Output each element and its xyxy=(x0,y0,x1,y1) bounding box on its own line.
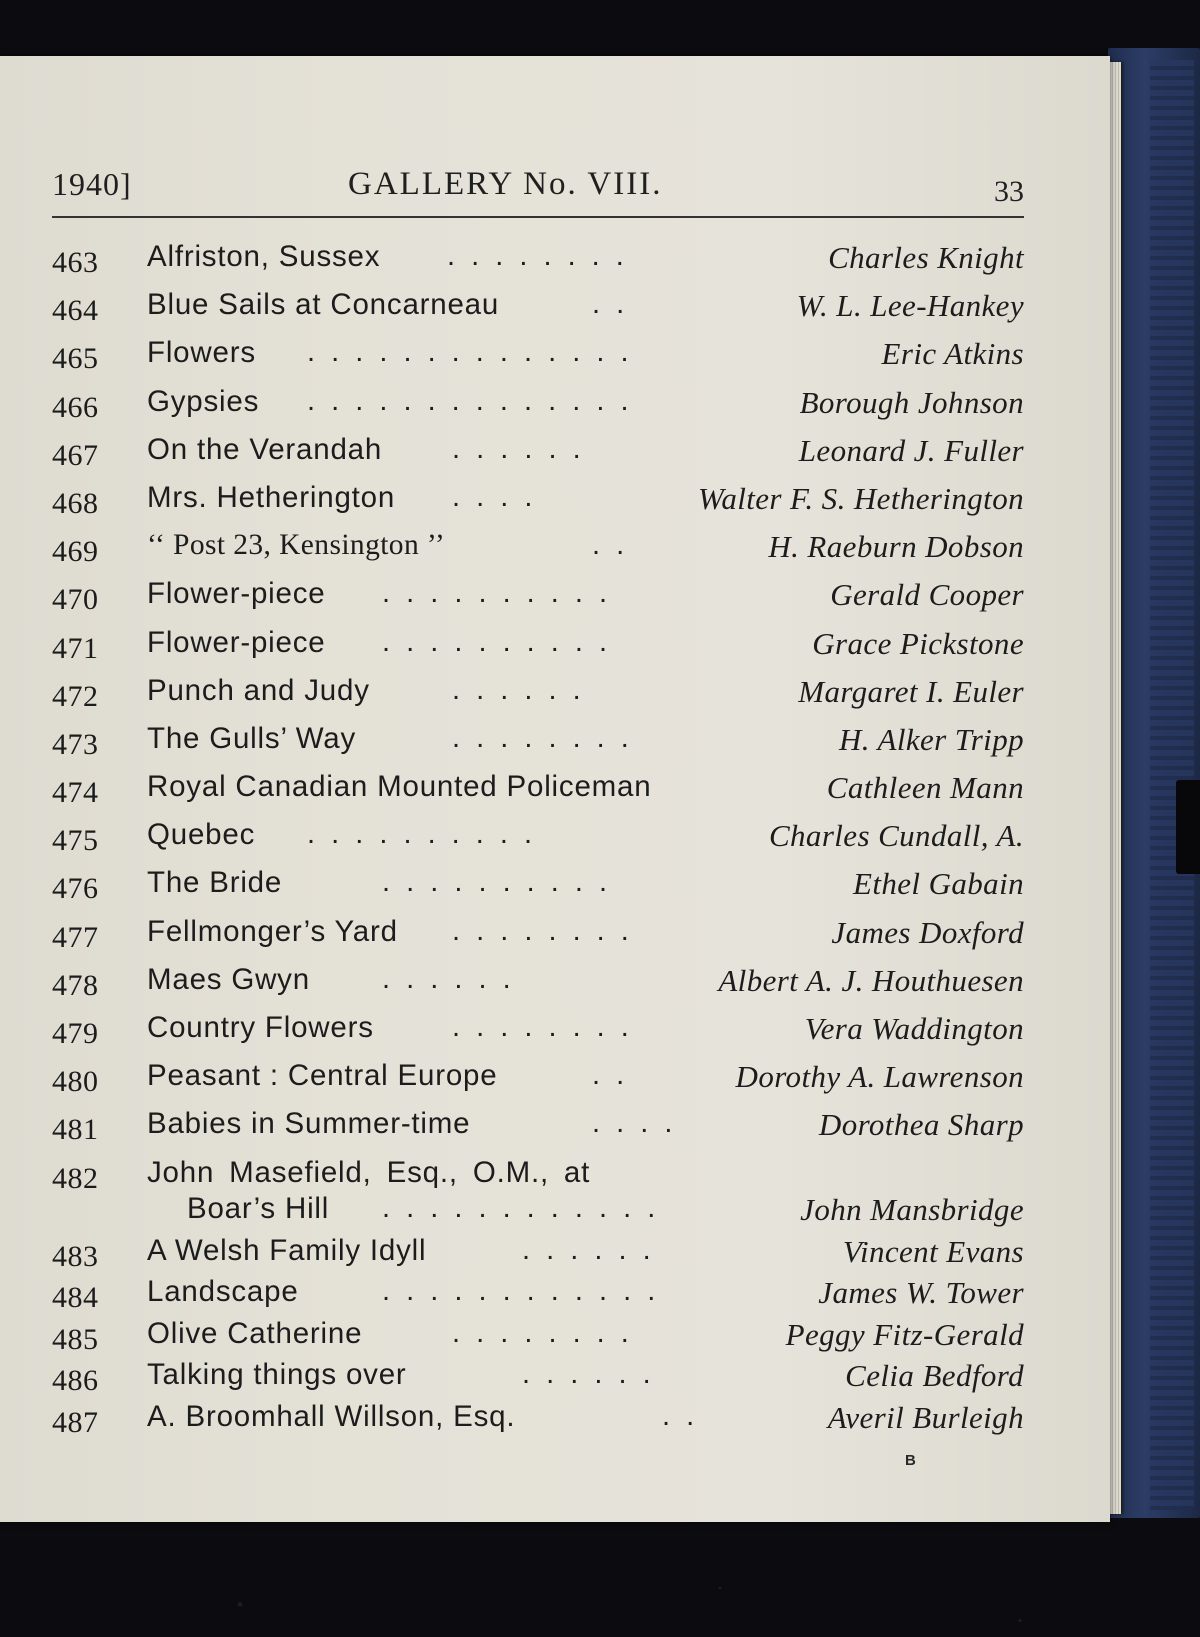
running-head xyxy=(52,166,1024,214)
entry-artist: Charles Cundall, A. xyxy=(768,818,1024,854)
entry-artist: H. Alker Tripp xyxy=(838,721,1024,757)
dot-leaders: . . . . . . . . . . xyxy=(307,818,537,851)
entry-title: Flower-piece xyxy=(147,625,326,659)
entry-number: 466 xyxy=(52,390,99,424)
entry-title: Quebec xyxy=(147,818,256,852)
entry-number: 469 xyxy=(52,535,99,569)
catalogue-entry xyxy=(52,915,1024,963)
entry-artist: Peggy Fitz-Gerald xyxy=(785,1316,1024,1352)
entry-artist: Grace Pickstone xyxy=(812,625,1024,661)
entry-artist: Borough Johnson xyxy=(799,384,1024,420)
entry-artist: W. L. Lee-Hankey xyxy=(796,288,1024,324)
catalogue-entry xyxy=(52,1317,1024,1359)
catalogue-entry xyxy=(52,1011,1024,1059)
entry-title: On the Verandah xyxy=(147,432,383,466)
catalogue-entry xyxy=(52,1275,1024,1317)
catalogue-entry xyxy=(52,288,1024,336)
entry-title: Country Flowers xyxy=(147,1011,374,1044)
entry-number: 465 xyxy=(52,342,99,376)
entry-number: 479 xyxy=(52,1017,99,1050)
dot-leaders: . . . . . . xyxy=(382,962,515,995)
dot-leaders: . . . . xyxy=(452,480,537,513)
entry-number: 486 xyxy=(52,1364,99,1398)
entry-number: 483 xyxy=(52,1239,99,1273)
entry-title: Talking things over xyxy=(147,1358,407,1392)
entry-number: 467 xyxy=(52,438,99,472)
year-label: 1940] xyxy=(52,166,132,202)
entry-title-continuation: Boar’s Hill xyxy=(187,1191,330,1225)
entry-title: Mrs. Hetherington xyxy=(147,480,396,514)
entry-artist: James Doxford xyxy=(831,914,1024,950)
entry-artist: Leonard J. Fuller xyxy=(798,432,1024,468)
entry-artist: Cathleen Mann xyxy=(826,770,1024,806)
entry-title: A. Broomhall Willson, Esq. xyxy=(147,1399,516,1433)
entry-artist: H. Raeburn Dobson xyxy=(768,529,1024,565)
entry-number: 476 xyxy=(52,872,99,906)
entry-number: 471 xyxy=(52,631,99,665)
dot-leaders: . . xyxy=(592,288,629,321)
entry-number: 484 xyxy=(52,1281,99,1315)
entry-title: Landscape xyxy=(147,1275,299,1309)
entry-number: 474 xyxy=(52,776,99,810)
catalogue-entry xyxy=(52,963,1024,1011)
entry-number: 485 xyxy=(52,1322,99,1356)
entry-number: 477 xyxy=(52,920,99,954)
entry-number: 464 xyxy=(52,294,99,328)
entry-title: Maes Gwyn xyxy=(147,962,310,996)
catalogue-entry xyxy=(52,1234,1024,1276)
dot-leaders: . . . . . . . . xyxy=(452,914,633,947)
catalogue-entry xyxy=(52,1400,1024,1442)
entry-number: 472 xyxy=(52,679,99,713)
dot-leaders: . . . . . . xyxy=(522,1358,655,1391)
entry-artist: Vera Waddington xyxy=(804,1011,1024,1046)
entry-number: 468 xyxy=(52,486,99,520)
dot-leaders: . . . . . . . . . . xyxy=(382,577,612,610)
dot-leaders: . . . . . . . . xyxy=(452,721,633,754)
entry-title: Royal Canadian Mounted Policeman xyxy=(147,770,652,804)
dot-leaders: . . . . . . . . . . xyxy=(382,866,612,899)
page-number: 33 xyxy=(994,175,1024,208)
catalogue-entry xyxy=(52,1107,1024,1155)
dot-leaders: . . . . . . . . . . . . xyxy=(382,1191,660,1224)
entry-artist: Gerald Cooper xyxy=(830,577,1024,613)
entry-artist: John Mansbridge xyxy=(800,1191,1024,1227)
entry-artist: Albert A. J. Houthuesen xyxy=(718,962,1024,998)
entry-title: John Masefield, Esq., O.M., at xyxy=(147,1155,591,1189)
entry-title: Flowers xyxy=(147,336,256,370)
entry-number: 470 xyxy=(52,583,99,617)
entry-number: 478 xyxy=(52,968,99,1002)
entry-artist: Ethel Gabain xyxy=(853,866,1024,902)
signature-mark: B xyxy=(905,1452,916,1469)
dot-leaders: . . . . . . . . xyxy=(447,240,628,272)
dot-leaders: . . . . . . xyxy=(452,432,585,465)
entry-artist: Dorothea Sharp xyxy=(818,1107,1024,1143)
catalogue-entry xyxy=(52,385,1024,433)
entry-artist: Celia Bedford xyxy=(845,1358,1024,1394)
catalogue-entry xyxy=(52,818,1024,866)
entry-number: 475 xyxy=(52,824,99,858)
entry-number: 487 xyxy=(52,1405,99,1439)
entry-artist: James W. Tower xyxy=(818,1275,1024,1311)
dot-leaders: . . . . xyxy=(592,1107,677,1140)
entry-title: A Welsh Family Idyll xyxy=(147,1233,427,1267)
catalogue-entry xyxy=(52,529,1024,577)
header-rule xyxy=(52,216,1024,218)
entry-title: The Gulls’ Way xyxy=(147,721,356,755)
dot-leaders: . . . . . . . . xyxy=(452,1316,633,1349)
entry-artist: Averil Burleigh xyxy=(827,1399,1024,1435)
entry-number: 482 xyxy=(52,1161,99,1195)
entry-number: 463 xyxy=(52,246,99,279)
entry-title: Flower-piece xyxy=(147,577,326,611)
entry-title: The Bride xyxy=(147,866,283,900)
catalogue-entry xyxy=(52,1156,1024,1234)
catalogue-entry xyxy=(52,770,1024,818)
dot-leaders: . . xyxy=(592,529,629,562)
dot-leaders: . . . . . . xyxy=(522,1233,655,1266)
catalogue-entry xyxy=(52,866,1024,914)
entry-artist: Vincent Evans xyxy=(842,1233,1024,1269)
catalogue-entry xyxy=(52,674,1024,722)
entry-title: ‘‘ Post 23, Kensington ’’ xyxy=(147,529,446,562)
entry-title: Blue Sails at Concarneau xyxy=(147,288,500,322)
dot-leaders: . . . . . . . . xyxy=(452,1011,633,1043)
dot-leaders: . . . . . . . . . . xyxy=(382,625,612,658)
entry-number: 473 xyxy=(52,727,99,761)
entry-title: Gypsies xyxy=(147,384,260,418)
entry-artist: Margaret I. Euler xyxy=(798,673,1024,709)
dot-leaders: . . . . . . xyxy=(452,673,585,706)
entry-artist: Charles Knight xyxy=(828,240,1024,275)
catalogue-entry xyxy=(52,336,1024,384)
dot-leaders: . . . . . . . . . . . . . . xyxy=(307,384,633,417)
entry-artist: Walter F. S. Hetherington xyxy=(697,480,1024,516)
dot-leaders: . . . . . . . . . . . . xyxy=(382,1275,660,1308)
book-tab xyxy=(1176,780,1200,874)
entry-title: Punch and Judy xyxy=(147,673,370,707)
catalogue-entries xyxy=(52,240,1024,1441)
entry-title: Olive Catherine xyxy=(147,1316,363,1350)
dot-leaders: . . xyxy=(592,1059,629,1092)
entry-number: 480 xyxy=(52,1065,99,1099)
catalogue-entry xyxy=(52,1059,1024,1107)
entry-title: Alfriston, Sussex xyxy=(147,240,381,273)
catalogue-entry xyxy=(52,577,1024,625)
entry-title: Peasant : Central Europe xyxy=(147,1059,498,1093)
catalogue-entry xyxy=(52,722,1024,770)
entry-title: Babies in Summer-time xyxy=(147,1107,471,1141)
gallery-title: GALLERY No. VIII. xyxy=(348,166,663,202)
catalogue-entry xyxy=(52,481,1024,529)
dot-leaders: . . xyxy=(662,1399,699,1432)
dot-leaders: . . . . . . . . . . . . . . xyxy=(307,336,633,369)
catalogue-entry xyxy=(52,626,1024,674)
entry-artist: Dorothy A. Lawrenson xyxy=(735,1059,1024,1095)
catalogue-entry xyxy=(52,240,1024,288)
entry-number: 481 xyxy=(52,1113,99,1147)
entry-title: Fellmonger’s Yard xyxy=(147,914,398,948)
catalogue-entry xyxy=(52,1358,1024,1400)
entry-artist: Eric Atkins xyxy=(881,336,1024,372)
catalogue-entry xyxy=(52,433,1024,481)
